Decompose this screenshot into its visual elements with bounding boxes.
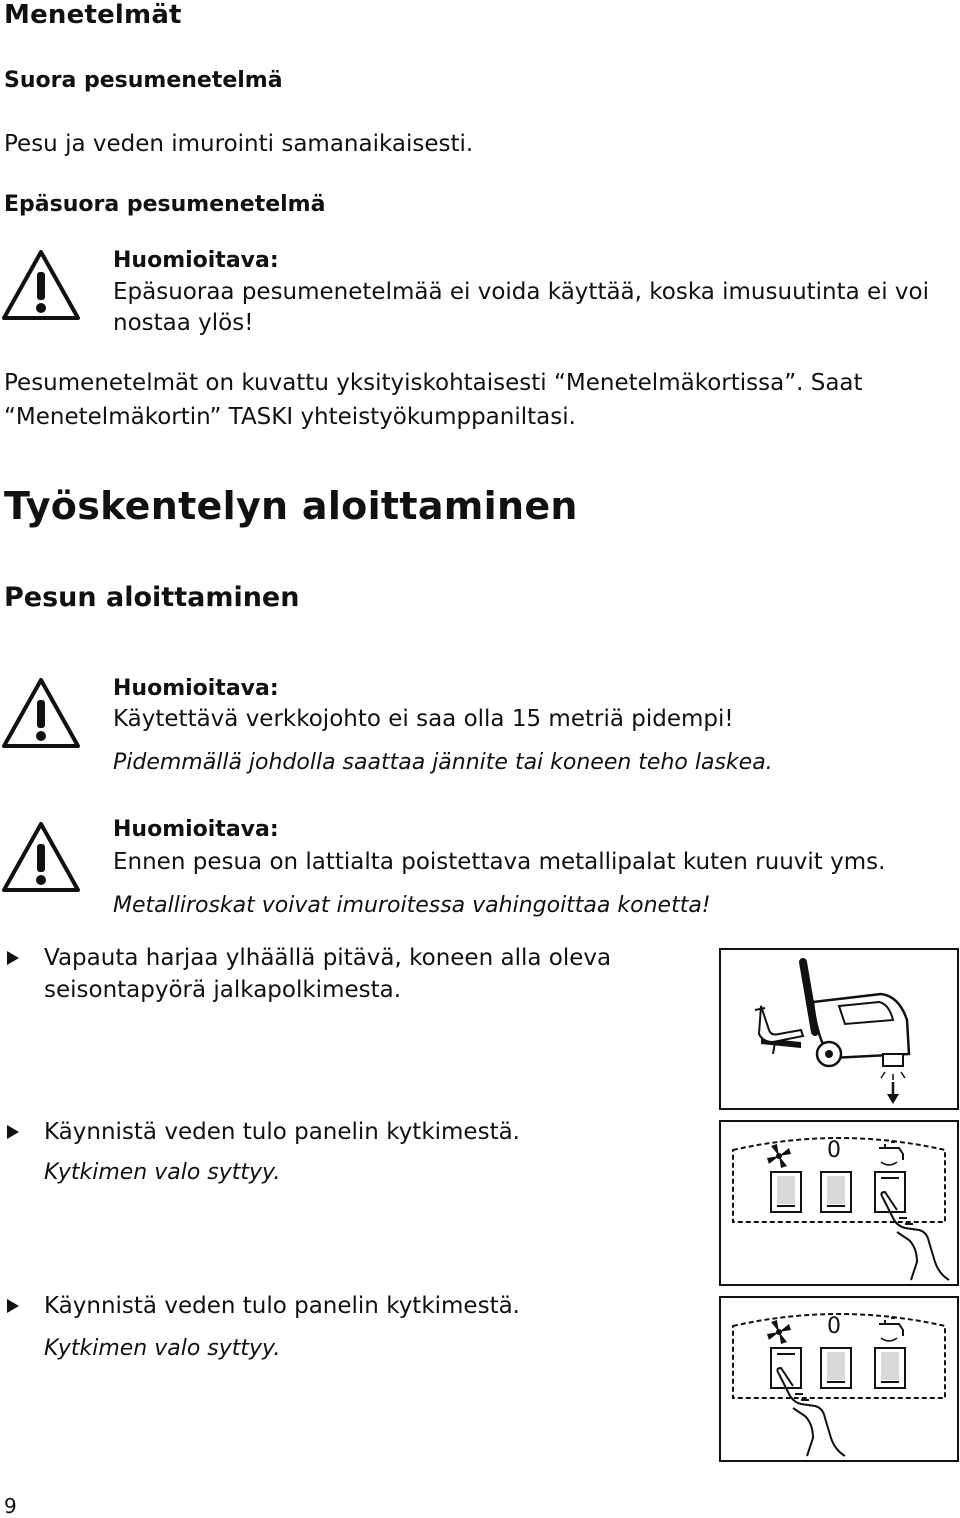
faucet-icon bbox=[879, 1318, 903, 1341]
faucet-icon bbox=[879, 1142, 903, 1165]
fan-icon bbox=[767, 1320, 791, 1344]
warning-icon bbox=[0, 820, 82, 894]
switch-panel-illustration bbox=[719, 1296, 959, 1462]
note-italic-line: Pidemmällä johdolla saattaa jännite tai koneen teho laskea. bbox=[113, 750, 773, 775]
fan-icon bbox=[767, 1144, 791, 1168]
direct-method-text: Pesu ja veden imurointi samanaikaisesti. bbox=[4, 131, 474, 157]
note-title: Huomioitava: bbox=[113, 817, 279, 842]
step-text-line: seisontapyörä jalkapolkimesta. bbox=[44, 977, 402, 1003]
note-text-line: Käytettävä verkkojohto ei saa olla 15 metriä pidempi! bbox=[113, 706, 734, 732]
wash-start-title: Pesun aloittaminen bbox=[4, 582, 300, 613]
switch-panel-illustration bbox=[719, 1120, 959, 1286]
note-title: Huomioitava: bbox=[113, 248, 279, 273]
panel-zero-label: 0 bbox=[827, 1314, 841, 1339]
indirect-method-title: Epäsuora pesumenetelmä bbox=[4, 192, 326, 217]
page-number: 9 bbox=[4, 1494, 17, 1518]
work-start-title: Työskentelyn aloittaminen bbox=[4, 484, 578, 528]
methods-text-line: “Menetelmäkortin” TASKI yhteistyökumppaniltasi. bbox=[4, 404, 576, 430]
note-italic-line: Metalliroskat voivat imuroitessa vahingoittaa konetta! bbox=[113, 893, 711, 918]
panel-zero-label: 0 bbox=[827, 1138, 841, 1163]
bullet-arrow-icon bbox=[6, 1298, 20, 1314]
warning-icon bbox=[0, 676, 82, 750]
step-text-line: Vapauta harjaa ylhäällä pitävä, koneen alla oleva bbox=[44, 945, 612, 971]
methods-title: Menetelmät bbox=[4, 0, 182, 30]
bullet-arrow-icon bbox=[6, 1124, 20, 1140]
step-italic-line: Kytkimen valo syttyy. bbox=[44, 1336, 281, 1361]
note-title: Huomioitava: bbox=[113, 676, 279, 701]
direct-method-title: Suora pesumenetelmä bbox=[4, 68, 283, 93]
methods-text-line: Pesumenetelmät on kuvattu yksityiskohtaisesti “Menetelmäkortissa”. Saat bbox=[4, 370, 863, 396]
step-text-line: Käynnistä veden tulo panelin kytkimestä. bbox=[44, 1119, 520, 1145]
note-text-line: nostaa ylös! bbox=[113, 310, 254, 336]
bullet-arrow-icon bbox=[6, 950, 20, 966]
machine-pedal-illustration bbox=[719, 948, 959, 1110]
step-text-line: Käynnistä veden tulo panelin kytkimestä. bbox=[44, 1293, 520, 1319]
warning-icon bbox=[0, 248, 82, 322]
step-italic-line: Kytkimen valo syttyy. bbox=[44, 1160, 281, 1185]
note-text-line: Ennen pesua on lattialta poistettava metallipalat kuten ruuvit yms. bbox=[113, 849, 886, 875]
note-text-line: Epäsuoraa pesumenetelmää ei voida käyttää, koska imusuutinta ei voi bbox=[113, 279, 929, 305]
